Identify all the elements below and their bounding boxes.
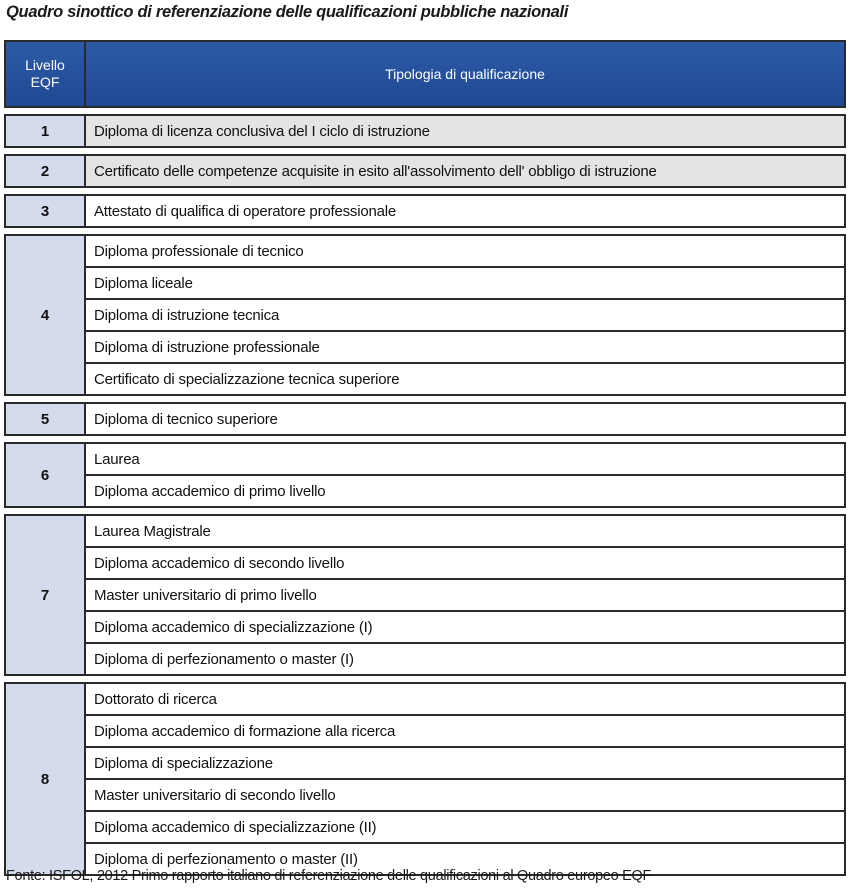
qualification-cell: Diploma professionale di tecnico (85, 235, 845, 267)
group-spacer-cell (5, 107, 845, 115)
group-spacer-cell (5, 227, 845, 235)
qualification-cell: Dottorato di ricerca (85, 683, 845, 715)
qualification-cell: Diploma accademico di secondo livello (85, 547, 845, 579)
group-spacer (5, 395, 845, 403)
table-row (5, 811, 845, 843)
eqf-level-cell: 1 (5, 115, 85, 147)
group-spacer-cell (5, 147, 845, 155)
eqf-level-cell: 3 (5, 195, 85, 227)
group-spacer-cell (5, 187, 845, 195)
group-spacer (5, 675, 845, 683)
group-spacer-cell (5, 675, 845, 683)
eqf-level-cell: 4 (5, 235, 85, 395)
table-row (5, 683, 845, 715)
table-body (5, 107, 845, 875)
qualification-cell: Diploma di specializzazione (85, 747, 845, 779)
eqf-level-cell: 7 (5, 515, 85, 675)
qualification-cell: Certificato delle competenze acquisite in esito all'assolvimento dell' obbligo di istruzione (85, 155, 845, 187)
group-spacer-cell (5, 507, 845, 515)
qualification-cell: Master universitario di secondo livello (85, 779, 845, 811)
table-row (5, 235, 845, 267)
table-row (5, 547, 845, 579)
eqf-level-cell: 8 (5, 683, 85, 875)
qualification-cell: Master universitario di primo livello (85, 579, 845, 611)
header-level-line1: Livello (25, 57, 65, 73)
table-row (5, 643, 845, 675)
group-spacer (5, 107, 845, 115)
qualification-cell: Certificato di specializzazione tecnica superiore (85, 363, 845, 395)
group-spacer (5, 227, 845, 235)
table-header-row (5, 41, 845, 107)
table-row (5, 299, 845, 331)
qualification-cell: Diploma liceale (85, 267, 845, 299)
header-level-eqf (5, 41, 85, 107)
table-row (5, 403, 845, 435)
group-spacer-cell (5, 395, 845, 403)
qualifications-table (4, 40, 846, 876)
qualification-cell: Diploma di perfezionamento o master (II) (85, 843, 845, 875)
qualification-cell: Laurea (85, 443, 845, 475)
eqf-level-cell: 5 (5, 403, 85, 435)
document-title: Quadro sinottico di referenziazione delle qualificazioni pubbliche nazionali (6, 3, 569, 21)
table-row (5, 515, 845, 547)
table-row (5, 475, 845, 507)
table-row (5, 579, 845, 611)
group-spacer (5, 435, 845, 443)
table-row (5, 115, 845, 147)
source-note: Fonte: ISFOL, 2012 Primo rapporto italiano di referenziazione delle qualificazioni al Quadro europeo EQF (6, 868, 652, 884)
qualification-cell: Diploma accademico di primo livello (85, 475, 845, 507)
qualification-cell: Diploma di istruzione tecnica (85, 299, 845, 331)
table-row (5, 715, 845, 747)
qualification-cell: Attestato di qualifica di operatore professionale (85, 195, 845, 227)
table-row (5, 443, 845, 475)
eqf-level-cell: 2 (5, 155, 85, 187)
header-qualification-type: Tipologia di qualificazione (85, 41, 845, 107)
eqf-level-cell: 6 (5, 443, 85, 507)
qualification-cell: Diploma di licenza conclusiva del I ciclo di istruzione (85, 115, 845, 147)
qualification-cell: Diploma accademico di specializzazione (I) (85, 611, 845, 643)
group-spacer (5, 507, 845, 515)
group-spacer (5, 187, 845, 195)
table-row (5, 611, 845, 643)
group-spacer-cell (5, 435, 845, 443)
table-row (5, 195, 845, 227)
group-spacer (5, 147, 845, 155)
qualification-cell: Diploma di perfezionamento o master (I) (85, 643, 845, 675)
table-row (5, 267, 845, 299)
qualification-cell: Laurea Magistrale (85, 515, 845, 547)
qualification-cell: Diploma accademico di formazione alla ricerca (85, 715, 845, 747)
qualification-cell: Diploma di tecnico superiore (85, 403, 845, 435)
table-row (5, 363, 845, 395)
table-row (5, 155, 845, 187)
qualification-cell: Diploma di istruzione professionale (85, 331, 845, 363)
qualification-cell: Diploma accademico di specializzazione (II) (85, 811, 845, 843)
table-row (5, 747, 845, 779)
header-level-line2: EQF (30, 74, 60, 90)
table-row (5, 779, 845, 811)
table-row (5, 331, 845, 363)
